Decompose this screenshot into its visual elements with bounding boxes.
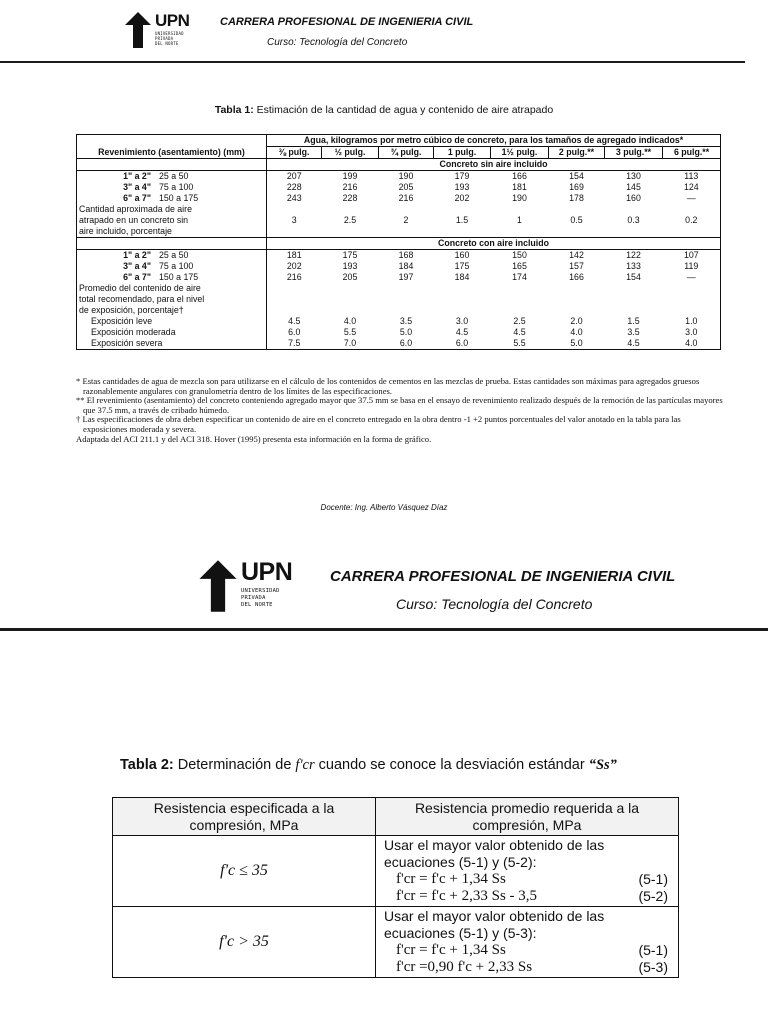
slump-label: [79, 261, 264, 272]
value-cell: 179: [454, 171, 470, 181]
slump-mm: 150 a 175: [159, 193, 199, 203]
value-cell: 190: [512, 193, 527, 203]
value-cell: [434, 204, 491, 215]
upn-logo: [124, 12, 189, 48]
rule-cell: [376, 836, 679, 907]
value-cell: 4.5: [627, 338, 640, 348]
value-cell: [491, 283, 549, 294]
equation: [384, 942, 670, 959]
equation-number: (5-3): [638, 959, 668, 975]
value-cell: [322, 305, 379, 316]
value-cell: 7.0: [343, 338, 357, 348]
table-row: [77, 193, 721, 204]
value-cell: 2.5: [343, 215, 357, 225]
size-header: 6 pulg.**: [663, 147, 721, 159]
value-cell: 5.0: [399, 327, 413, 337]
value-cell: 202: [286, 261, 302, 271]
value-cell: 205: [398, 182, 414, 192]
avg-air-label: de exposición, porcentaje†: [77, 305, 267, 316]
value-cell: [379, 204, 434, 215]
size-header: ⅜ pulg.: [267, 147, 322, 159]
table-row: [77, 171, 721, 183]
value-cell: 199: [342, 171, 358, 181]
value-cell: 122: [626, 250, 641, 260]
logo-subtitle: DEL NORTE: [241, 602, 273, 608]
equation-expr: f'cr =0,90 f'c + 2,33 Ss: [396, 959, 533, 975]
value-cell: 205: [342, 272, 358, 282]
upn-torch-icon: [198, 560, 238, 612]
value-cell: 124: [683, 182, 699, 192]
slump-mm: 150 a 175: [159, 272, 199, 282]
logo-wordmark: UPN: [155, 11, 190, 30]
value-cell: [267, 283, 322, 294]
value-cell: 175: [454, 261, 470, 271]
table2: [112, 797, 678, 978]
table-row: [77, 261, 721, 272]
logo-subtitle: DEL NORTE: [155, 41, 179, 46]
value-cell: 113: [684, 171, 699, 181]
avg-air-label: total recomendado, para el nivel: [77, 294, 267, 305]
value-cell: 168: [398, 250, 414, 260]
slump-inches: 1" a 2": [123, 250, 151, 260]
value-cell: 3.0: [455, 316, 469, 326]
career-title: CARRERA PROFESIONAL DE INGENIERIA CIVIL: [330, 568, 676, 585]
table2-caption-label: Tabla 2:: [120, 757, 174, 773]
size-header: 2 pulg.**: [549, 147, 605, 159]
rule-cell: [376, 907, 679, 978]
table1-caption: [0, 104, 768, 116]
upn-logo: [198, 560, 292, 612]
size-header: 1½ pulg.: [491, 147, 549, 159]
slump-inches: 6" a 7": [123, 272, 151, 282]
value-cell: [663, 305, 721, 316]
value-cell: 4.5: [455, 327, 469, 337]
group-header: Agua, kilogramos por metro cúbico de concreto, para los tamaños de agregado indicados*: [267, 135, 721, 147]
value-cell: 150: [512, 250, 527, 260]
value-cell: [491, 204, 549, 215]
value-cell: 184: [398, 261, 414, 271]
docente-footer: Docente: Ing. Alberto Vásquez Díaz: [320, 503, 448, 512]
slump-inches: 1" a 2": [123, 171, 151, 181]
column-header: Resistencia promedio requerida a la compresión, MPa: [376, 798, 679, 836]
value-cell: 178: [569, 193, 584, 203]
table-row: [77, 305, 721, 316]
table1-caption-label: Tabla 1:: [214, 104, 254, 116]
value-cell: [267, 294, 322, 305]
table2-caption-ss: “Ss”: [588, 757, 617, 773]
value-cell: 174: [512, 272, 527, 282]
value-cell: 166: [512, 171, 527, 181]
value-cell: [663, 226, 721, 238]
value-cell: 1: [517, 215, 522, 225]
upn-torch-icon: [124, 12, 152, 48]
value-cell: [322, 294, 379, 305]
table-row: [77, 316, 721, 327]
value-cell: 193: [454, 182, 470, 192]
avg-air-label: Promedio del contenido de aire: [77, 283, 267, 294]
table-row: [77, 182, 721, 193]
table-row: [77, 204, 721, 215]
table1-caption-text: Estimación de la cantidad de agua y contenido de aire atrapado: [253, 104, 554, 116]
value-cell: [549, 294, 605, 305]
equation-expr: f'cr = f'c + 2,33 Ss - 3,5: [396, 888, 538, 904]
value-cell: [605, 283, 663, 294]
value-cell: [267, 226, 322, 238]
value-cell: 4.0: [343, 316, 357, 326]
condition-cell: f'c > 35: [113, 907, 376, 978]
value-cell: 3: [291, 215, 297, 225]
slump-mm: 75 a 100: [159, 261, 194, 271]
equation-number: (5-2): [638, 888, 668, 904]
source-note: Adaptada del ACI 211.1 y del ACI 318. Hover (1995) presenta esta información en la forma de gráfico.: [76, 433, 432, 444]
table-row: [77, 250, 721, 262]
value-cell: [605, 305, 663, 316]
equation: [384, 871, 670, 888]
value-cell: 3.5: [399, 316, 413, 326]
footnote: ** El revenimiento (asentamiento) del concreto conteniendo agregado mayor que 37.5 mm se basa en el ensayo de revenimiento realizado después de la remoción de las partículas mayores que 37.5 mm, a través de cribado húmedo.: [76, 395, 723, 415]
value-cell: [549, 204, 605, 215]
table-row: [113, 907, 679, 978]
value-cell: 4.5: [288, 316, 301, 326]
value-cell: [491, 226, 549, 238]
value-cell: 2.5: [513, 316, 526, 326]
slump-label: [79, 250, 264, 261]
value-cell: —: [686, 272, 696, 282]
table-row: [77, 226, 721, 238]
header-rule: [0, 628, 768, 631]
air-label: atrapado en un concreto sin: [77, 215, 267, 226]
slump-cell: [77, 171, 267, 183]
value-cell: [663, 283, 721, 294]
value-cell: [379, 294, 434, 305]
table-row: [77, 327, 721, 338]
logo-subtitle: PRIVADA: [155, 36, 174, 41]
equation-number: (5-1): [638, 942, 668, 958]
value-cell: 190: [398, 171, 414, 181]
equation-number: (5-1): [638, 871, 668, 887]
value-cell: 184: [454, 272, 470, 282]
slump-cell: [77, 182, 267, 193]
value-cell: 175: [342, 250, 358, 260]
equation: [384, 888, 670, 905]
value-cell: [322, 226, 379, 238]
value-cell: 216: [286, 272, 302, 282]
slump-label: [79, 182, 264, 193]
career-title: CARRERA PROFESIONAL DE INGENIERIA CIVIL: [220, 16, 474, 28]
value-cell: [379, 283, 434, 294]
value-cell: 1.5: [627, 316, 640, 326]
value-cell: 181: [512, 182, 527, 192]
slump-label: [79, 171, 264, 182]
value-cell: 145: [626, 182, 641, 192]
value-cell: [379, 226, 434, 238]
slump-mm: 25 a 50: [159, 250, 189, 260]
slump-cell: [77, 261, 267, 272]
value-cell: 197: [398, 272, 414, 282]
table2-caption-text: Determinación de: [173, 757, 296, 773]
value-cell: 5.5: [343, 327, 357, 337]
value-cell: [434, 305, 491, 316]
footnote: † Las especificaciones de obra deben especificar un contenido de aire en el concreto entregado en la obra dentro -1 +2 puntos porcentuales del valor anotado en la tabla para las exposiciones moderada y severa.: [76, 414, 681, 434]
value-cell: [267, 204, 322, 215]
value-cell: 154: [569, 171, 584, 181]
logo-subtitle: UNIVERSIDAD: [155, 31, 184, 36]
value-cell: 216: [398, 193, 414, 203]
table-row: [77, 215, 721, 226]
value-cell: 6.0: [399, 338, 413, 348]
row-header: Revenimiento (asentamiento) (mm): [77, 135, 267, 159]
course-title: Curso: Tecnología del Concreto: [267, 37, 408, 48]
equation-expr: f'cr = f'c + 1,34 Ss: [396, 871, 506, 887]
value-cell: 133: [626, 261, 641, 271]
value-cell: [663, 204, 721, 215]
value-cell: 4.0: [685, 338, 698, 348]
logo-subtitle: PRIVADA: [241, 595, 266, 601]
value-cell: [663, 294, 721, 305]
value-cell: 7.5: [288, 338, 301, 348]
value-cell: 142: [569, 250, 584, 260]
value-cell: 5.0: [570, 338, 583, 348]
value-cell: [322, 204, 379, 215]
slump-mm: 75 a 100: [159, 182, 194, 192]
value-cell: 166: [569, 272, 584, 282]
slump-cell: [77, 250, 267, 262]
value-cell: [322, 283, 379, 294]
value-cell: 154: [626, 272, 641, 282]
value-cell: 207: [286, 171, 302, 181]
section-title: Concreto con aire incluido: [267, 238, 721, 250]
slump-cell: [77, 272, 267, 283]
value-cell: [491, 305, 549, 316]
exposure-label: Exposición moderada: [77, 327, 267, 338]
value-cell: [549, 305, 605, 316]
value-cell: [549, 283, 605, 294]
value-cell: 1.0: [685, 316, 698, 326]
value-cell: 6.0: [288, 327, 301, 337]
value-cell: 160: [454, 250, 470, 260]
value-cell: 0.2: [685, 215, 698, 225]
header-rule: [0, 61, 745, 63]
slump-inches: 6" a 7": [123, 193, 151, 203]
value-cell: 228: [342, 193, 358, 203]
value-cell: 169: [569, 182, 584, 192]
value-cell: 3.5: [627, 327, 640, 337]
size-header: 3 pulg.**: [605, 147, 663, 159]
exposure-label: Exposición leve: [77, 316, 267, 327]
value-cell: 5.5: [513, 338, 526, 348]
value-cell: 181: [286, 250, 302, 260]
value-cell: [491, 294, 549, 305]
value-cell: 2.0: [570, 316, 583, 326]
value-cell: 228: [286, 182, 302, 192]
table-row: [77, 272, 721, 283]
equation-expr: f'cr = f'c + 1,34 Ss: [396, 942, 506, 958]
value-cell: 4.5: [513, 327, 526, 337]
value-cell: 0.5: [570, 215, 583, 225]
slump-mm: 25 a 50: [159, 171, 189, 181]
value-cell: [267, 305, 322, 316]
value-cell: [549, 226, 605, 238]
value-cell: [605, 226, 663, 238]
slump-label: [79, 193, 264, 204]
size-header: ½ pulg.: [322, 147, 379, 159]
value-cell: [434, 283, 491, 294]
slump-cell: [77, 193, 267, 204]
value-cell: 2: [403, 215, 409, 225]
table-row: [77, 283, 721, 294]
value-cell: 193: [342, 261, 358, 271]
equation: [384, 959, 670, 976]
value-cell: [434, 226, 491, 238]
condition-cell: f'c ≤ 35: [113, 836, 376, 907]
value-cell: [379, 305, 434, 316]
table2-caption: [120, 757, 617, 774]
rule-intro: Usar el mayor valor obtenido de las ecuaciones (5-1) y (5-3):: [384, 908, 605, 941]
table-row: [113, 836, 679, 907]
logo-subtitle: UNIVERSIDAD: [241, 588, 280, 594]
table2-caption-text: cuando se conoce la desviación estándar: [314, 757, 589, 773]
value-cell: 130: [626, 171, 641, 181]
value-cell: 216: [342, 182, 358, 192]
air-label: aire incluido, porcentaje: [77, 226, 267, 238]
size-header: 1 pulg.: [434, 147, 491, 159]
value-cell: 107: [683, 250, 699, 260]
value-cell: 1.5: [455, 215, 469, 225]
value-cell: 157: [569, 261, 584, 271]
size-header: ¾ pulg.: [379, 147, 434, 159]
value-cell: [434, 294, 491, 305]
value-cell: 119: [684, 261, 699, 271]
table-row: [77, 294, 721, 305]
value-cell: 0.3: [627, 215, 640, 225]
value-cell: 202: [454, 193, 470, 203]
column-header: Resistencia especificada a la compresión, MPa: [113, 798, 376, 836]
footnote: * Estas cantidades de agua de mezcla son para utilizarse en el cálculo de los contenidos de cementos en las mezclas de prueba. Estas cantidades son máximas para agregados gruesos razonablemente angulares con granulometría dentro de los límites de las especificaciones.: [76, 376, 700, 396]
slump-label: [79, 272, 264, 283]
rule-intro: Usar el mayor valor obtenido de las ecuaciones (5-1) y (5-2):: [384, 837, 605, 870]
air-label: Cantidad aproximada de aire: [77, 204, 267, 215]
table1-notes: [76, 377, 724, 444]
value-cell: 165: [512, 261, 527, 271]
section1-rows: [77, 171, 721, 238]
table1: [76, 134, 720, 350]
course-title: Curso: Tecnología del Concreto: [396, 596, 593, 612]
section-title: Concreto sin aire incluido: [267, 159, 721, 171]
value-cell: —: [686, 193, 696, 203]
value-cell: 160: [626, 193, 641, 203]
value-cell: 4.0: [570, 327, 583, 337]
table2-caption-symbol: f'cr: [295, 757, 315, 773]
slump-inches: 3" a 4": [123, 261, 151, 271]
slump-inches: 3" a 4": [123, 182, 151, 192]
exposure-label: Exposición severa: [77, 338, 267, 350]
value-cell: [605, 294, 663, 305]
value-cell: 243: [286, 193, 302, 203]
value-cell: 6.0: [455, 338, 469, 348]
table-row: [77, 338, 721, 350]
value-cell: 3.0: [685, 327, 698, 337]
value-cell: [605, 204, 663, 215]
section2-rows: [77, 250, 721, 350]
logo-wordmark: UPN: [241, 558, 293, 586]
